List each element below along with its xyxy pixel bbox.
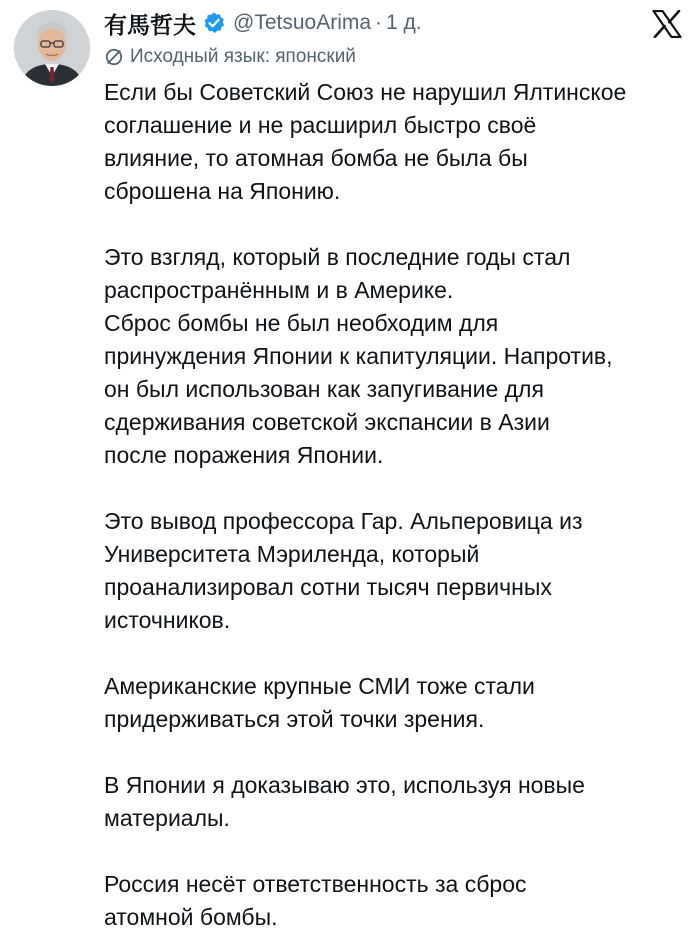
avatar[interactable]: [14, 10, 90, 86]
tweet-text: [104, 76, 690, 934]
separator-dot: ·: [375, 11, 383, 34]
author-handle[interactable]: @TetsuoArima: [233, 11, 372, 34]
x-logo-icon[interactable]: [652, 10, 682, 38]
avatar-photo: [14, 10, 90, 86]
verified-badge-icon[interactable]: [202, 11, 226, 35]
tweet-paragraph: Если бы Советский Союз не нарушил Ялтинское соглашение и не расширил быстро своё влияние, то атомная бомба не была бы сброшена на Японию.: [104, 79, 627, 204]
tweet-paragraph: Россия несёт ответственность за сброс атомной бомбы.: [104, 871, 527, 930]
translation-label: Исходный язык: японский: [130, 46, 356, 67]
tweet-paragraph: Это взгляд, который в последние годы стал распространённым и в Америке. Сброс бомбы не был необходим для принуждения Японии к капитуляции. Напротив, он был использован как запугивание для сдерживания советской экспансии в Азии после поражения Японии.: [104, 244, 613, 468]
tweet-paragraph: Американские крупные СМИ тоже стали придерживаться этой точки зрения.: [104, 673, 535, 732]
tweet-paragraph: Это вывод профессора Гар. Альперовица из Университета Мэриленда, который проанализировал сотни тысяч первичных источников.: [104, 508, 583, 633]
display-name[interactable]: 有馬哲夫: [104, 11, 196, 38]
timestamp[interactable]: 1 д.: [386, 11, 422, 34]
tweet-header: [104, 6, 422, 40]
translation-notice[interactable]: [104, 44, 356, 70]
translate-icon: [104, 47, 124, 67]
tweet-paragraph: В Японии я доказываю это, используя новые материалы.: [104, 772, 585, 831]
